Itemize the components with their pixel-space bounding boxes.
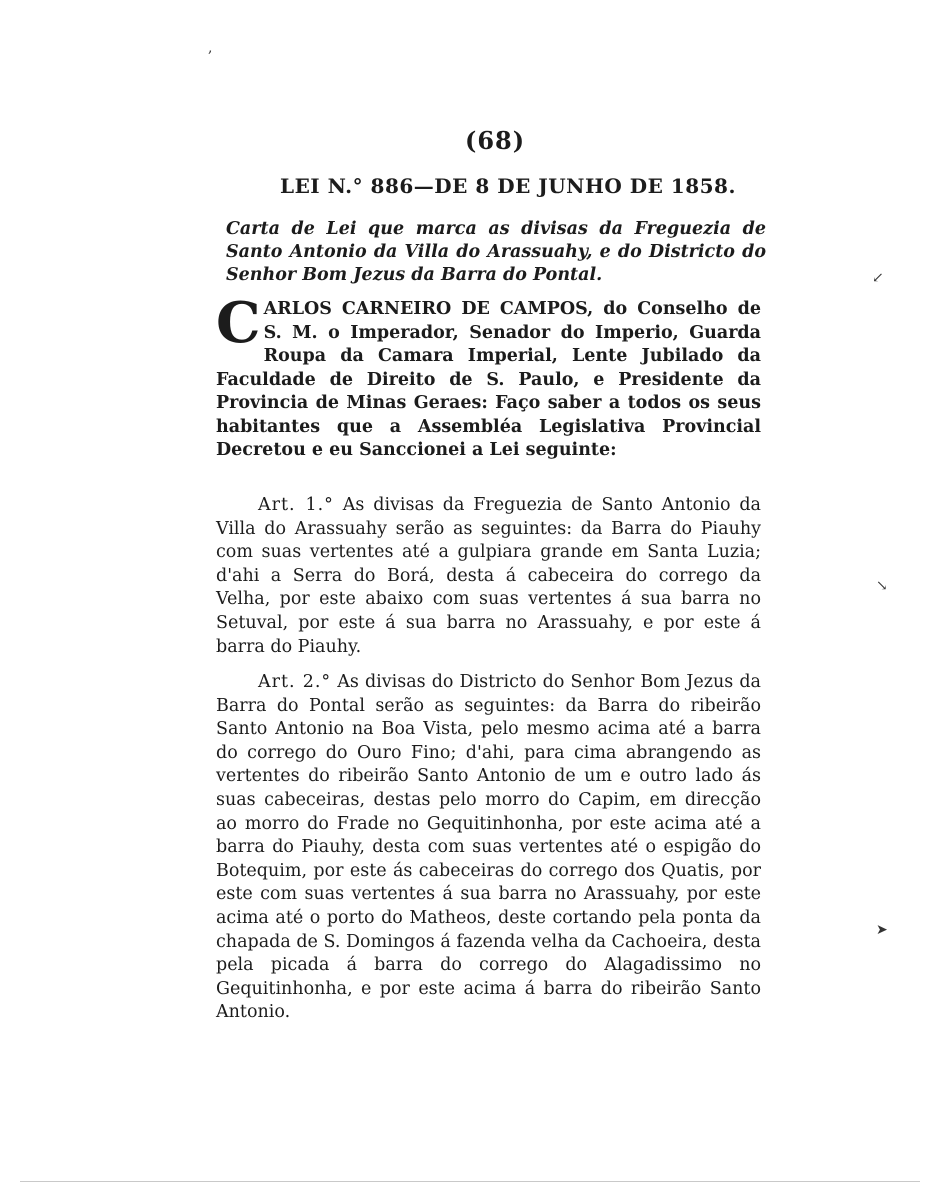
page-number: (68) [465, 126, 526, 155]
article-label: Art. 2.° [258, 672, 332, 692]
drop-cap: C [216, 290, 261, 356]
bottom-rule [20, 1181, 920, 1182]
article-2 [216, 671, 761, 1025]
article-1 [216, 494, 761, 659]
intro-paragraph [216, 290, 761, 463]
law-subtitle: Carta de Lei que marca as divisas da Freguezia de Santo Antonio da Villa do Arassuahy, e do Districto do Senhor Bom Jezus da Barra do Pontal. [226, 219, 766, 285]
law-title: LEI N.° 886—DE 8 DE JUNHO DE 1858. [280, 174, 736, 198]
scan-mark: ➤ [876, 922, 888, 938]
article-text: As divisas da Freguezia de Santo Antonio da Villa do Arassuahy serão as seguintes: da Barra do Piauhy com suas vertentes até a gulpiara grande em Santa Luzia; d'ahi a Serra do Borá, desta á cabeceira do corrego da Velha, por este abaixo com suas vertentes á sua barra no Setuval, por este á sua barra no Arassuahy, e por este á barra do Piauhy. [216, 495, 761, 657]
scan-mark: , [208, 40, 213, 56]
intro-text: ARLOS CARNEIRO DE CAMPOS, do Conselho de S. M. o Imperador, Senador do Imperio, Guarda Roupa da Camara Imperial, Lente Jubilado da Faculdade de Direito de S. Paulo, e Presidente da Provincia de Minas Geraes: Faço saber a todos os seus habitantes que a Assembléa Legislativa Provincial Decretou e eu Sanccionei a Lei seguinte: [216, 299, 761, 460]
scan-mark: ↘ [876, 578, 888, 594]
scan-mark: ↙ [872, 270, 884, 286]
article-label: Art. 1.° [258, 495, 334, 515]
article-text: As divisas do Districto do Senhor Bom Jezus da Barra do Pontal serão as seguintes: da Barra do ribeirão Santo Antonio na Boa Vista, pelo mesmo acima até a barra do corrego do Ouro Fino; d'ahi, para cima abrangendo as vertentes do ribeirão Santo Antonio de um e outro lado ás suas cabeceiras, destas pelo morro do Capim, em direcção ao morro do Frade no Gequitinhonha, por este acima até a barra do Piauhy, desta com suas vertentes até o espigão do Botequim, por este ás cabeceiras do corrego dos Quatis, por este com suas vertentes á sua barra no Arassuahy, por este acima até o porto do Matheos, deste cortando pela ponta da chapada de S. Domingos á fazenda velha da Cachoeira, desta pela picada á barra do corrego do Alagadissimo no Gequitinhonha, e por este acima á barra do ribeirão Santo Antonio. [216, 672, 761, 1023]
